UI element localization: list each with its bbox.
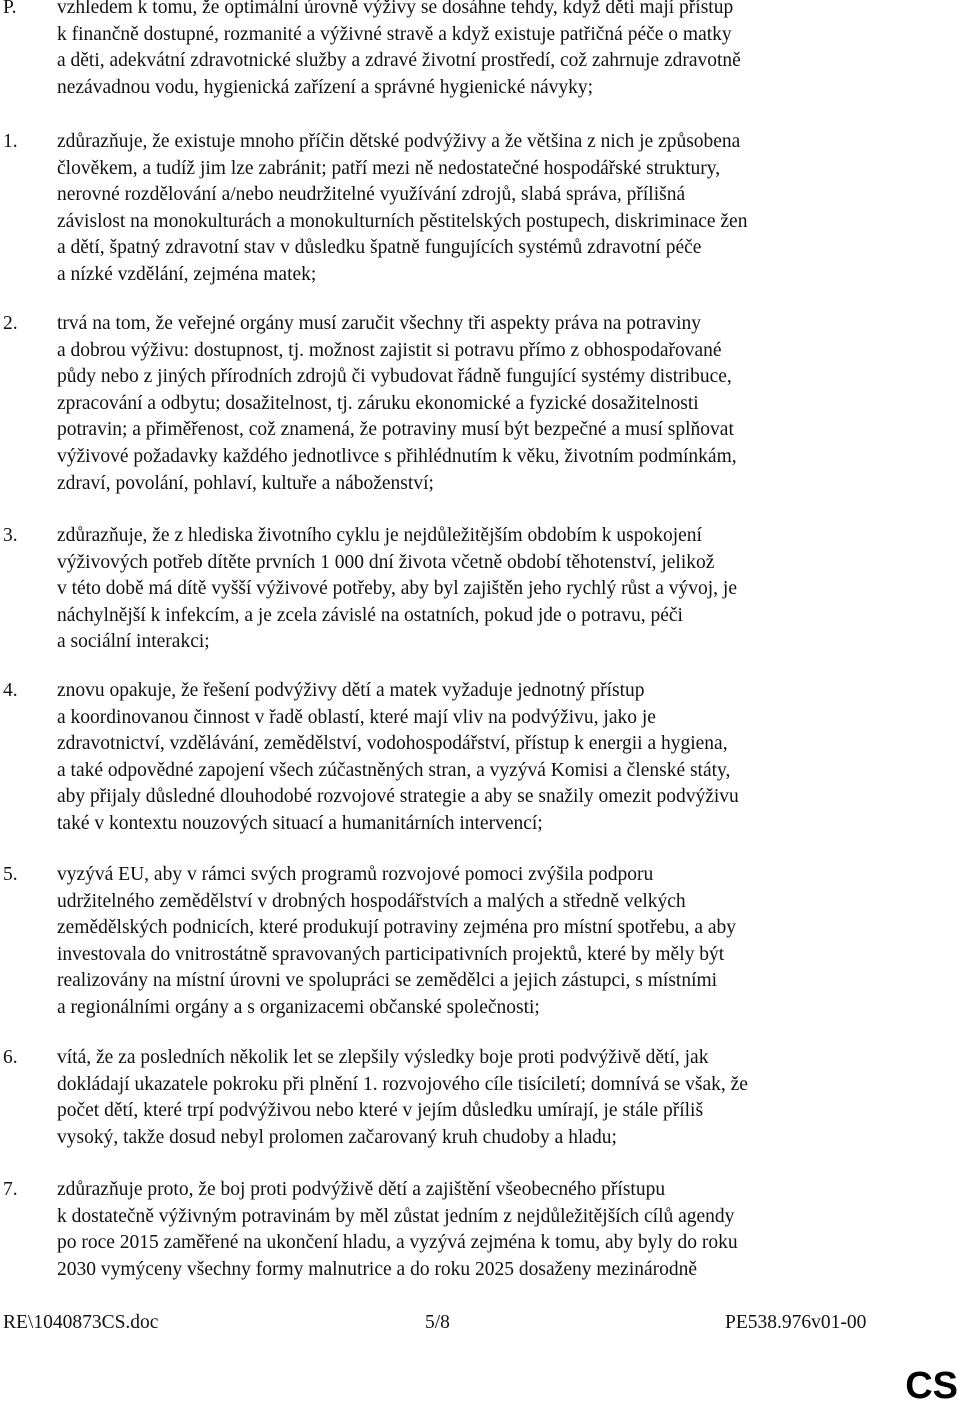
text-line: zemědělských podnicích, které produkují potraviny zejména pro místní spotřebu, a aby: [57, 917, 737, 939]
paragraph-text: [57, 678, 887, 838]
text-line: a regionálními orgány a s organizacemi občanské společnosti;: [57, 996, 540, 1018]
text-line: a dobrou výživu: dostupnost, tj. možnost zajistit si potravu přímo z obhospodařované: [57, 339, 722, 361]
text-line: 2030 vymýceny všechny formy malnutrice a do roku 2025 dosaženy mezinárodně: [57, 1258, 698, 1280]
text-line: zdůrazňuje, že z hlediska životního cyklu je nejdůležitějším obdobím k uspokojení: [57, 525, 702, 546]
paragraph-number: 4.: [3, 680, 18, 701]
paragraph-text: [57, 0, 887, 101]
text-line: a sociální interakci;: [57, 631, 210, 653]
text-line: člověkem, a tudíž jim lze zabránit; patří mezi ně nedostatečné hospodářské struktury,: [57, 157, 721, 179]
language-badge: CS: [905, 1365, 958, 1407]
text-line: výživové požadavky každého jednotlivce s přihlédnutím k věku, životním podmínkám,: [57, 445, 737, 467]
text-line: po roce 2015 zaměřené na ukončení hladu, a vyzývá zejména k tomu, aby byly do roku: [57, 1232, 738, 1254]
text-line: znovu opakuje, že řešení podvýživy dětí a matek vyžaduje jednotný přístup: [57, 680, 645, 701]
text-line: a děti, adekvátní zdravotnické služby a zdravé životní prostředí, což zahrnuje zdravotně: [57, 50, 741, 72]
text-line: realizovány na místní úrovni ve spolupráci se zemědělci a jejich zástupci, s místními: [57, 970, 718, 992]
paragraph-text: [57, 129, 887, 289]
text-line: trvá na tom, že veřejné orgány musí zaručit všechny tři aspekty práva na potraviny: [57, 313, 701, 334]
text-line: a koordinovanou činnost v řadě oblastí, které mají vliv na podvýživu, jako je: [57, 706, 656, 728]
text-line: nezávadnou vodu, hygienická zařízení a správné hygienické návyky;: [57, 76, 594, 98]
text-line: vyzývá EU, aby v rámci svých programů rozvojové pomoci zvýšila podporu: [57, 864, 654, 885]
text-line: zdůrazňuje proto, že boj proti podvýživě dětí a zajištění všeobecného přístupu: [57, 1179, 666, 1200]
text-line: aby přijaly důsledné dlouhodobé rozvojové strategie a aby se snažily omezit podvýživu: [57, 786, 739, 808]
paragraph-text: [57, 1045, 887, 1151]
text-line: vzhledem k tomu, že optimální úrovně výživy se dosáhne tehdy, když děti mají přístup: [57, 0, 734, 18]
text-line: nerovné rozdělování a/nebo neudržitelné využívání zdrojů, slabá správa, přílišná: [57, 184, 686, 206]
text-line: potravin; a přiměřenost, což znamená, že potraviny musí být bezpečné a musí splňovat: [57, 419, 734, 441]
footer-document-reference: RE\1040873CS.doc: [3, 1312, 159, 1333]
text-line: a nízké vzdělání, zejména matek;: [57, 263, 317, 285]
text-line: investovala do vnitrostátně spravovaných participativních projektů, které by měly být: [57, 943, 725, 965]
text-line: k finančně dostupné, rozmanité a výživné stravě a když existuje patřičná péče o matky: [57, 23, 732, 45]
text-line: také v kontextu nouzových situací a humanitárních intervencí;: [57, 812, 543, 834]
text-line: vítá, že za posledních několik let se zlepšily výsledky boje proti podvýživě dětí, jak: [57, 1047, 709, 1068]
text-line: vysoký, takže dosud nebyl prolomen začarovaný kruh chudoby a hladu;: [57, 1126, 617, 1148]
text-line: počet dětí, které trpí podvýživou nebo které v jejím důsledku umírají, je stále příliš: [57, 1100, 704, 1122]
text-line: a dětí, špatný zdravotní stav v důsledku špatně fungujících systémů zdravotní péče: [57, 237, 702, 259]
text-line: půdy nebo z jiných přírodních zdrojů či vybudovat řádně fungující systémy distribuce,: [57, 366, 732, 388]
footer-page-number: 5/8: [425, 1312, 450, 1333]
paragraph-number: 6.: [3, 1047, 18, 1068]
text-line: dokládají ukazatele pokroku při plnění 1. rozvojového cíle tisíciletí; domnívá se však, že: [57, 1073, 748, 1095]
text-line: závislost na monokulturách a monokulturních pěstitelských postupech, diskriminace žen: [57, 210, 748, 232]
text-line: náchylnější k infekcím, a je zcela závislé na ostatních, pokud jde o potravu, péči: [57, 604, 683, 626]
paragraph-text: [57, 1177, 887, 1283]
text-line: udržitelného zemědělství v drobných hospodářstvích a malých a středně velkých: [57, 890, 686, 912]
text-line: zdravotnictví, vzdělávání, zemědělství, vodohospodářství, přístup k energii a hygiena,: [57, 733, 728, 755]
paragraph-text: [57, 523, 887, 656]
text-line: a také odpovědné zapojení všech zúčastněných stran, a vyzývá Komisi a členské státy,: [57, 759, 731, 781]
text-line: zdůrazňuje, že existuje mnoho příčin dětské podvýživy a že většina z nich je způsobena: [57, 131, 741, 152]
paragraph-number: 7.: [3, 1179, 18, 1200]
text-line: zdraví, povolání, pohlaví, kultuře a náboženství;: [57, 472, 434, 494]
paragraph-text: [57, 862, 887, 1022]
paragraph-number: P.: [3, 0, 17, 18]
text-line: k dostatečně výživným potravinám by měl zůstat jedním z nejdůležitějších cílů agendy: [57, 1205, 735, 1227]
paragraph-number: 2.: [3, 313, 18, 334]
text-line: výživových potřeb dítěte prvních 1 000 dní života včetně období těhotenství, jelikož: [57, 551, 715, 573]
paragraph-number: 5.: [3, 864, 18, 885]
text-line: zpracování a odbytu; dosažitelnost, tj. záruku ekonomické a fyzické dosažitelnosti: [57, 392, 699, 414]
paragraph-text: [57, 311, 887, 497]
paragraph-number: 3.: [3, 525, 18, 546]
paragraph-number: 1.: [3, 131, 18, 152]
footer-pe-reference: PE538.976v01-00: [725, 1312, 867, 1333]
text-line: v této době má dítě vyšší výživové potřeby, aby byl zajištěn jeho rychlý růst a vývoj, je: [57, 578, 737, 600]
